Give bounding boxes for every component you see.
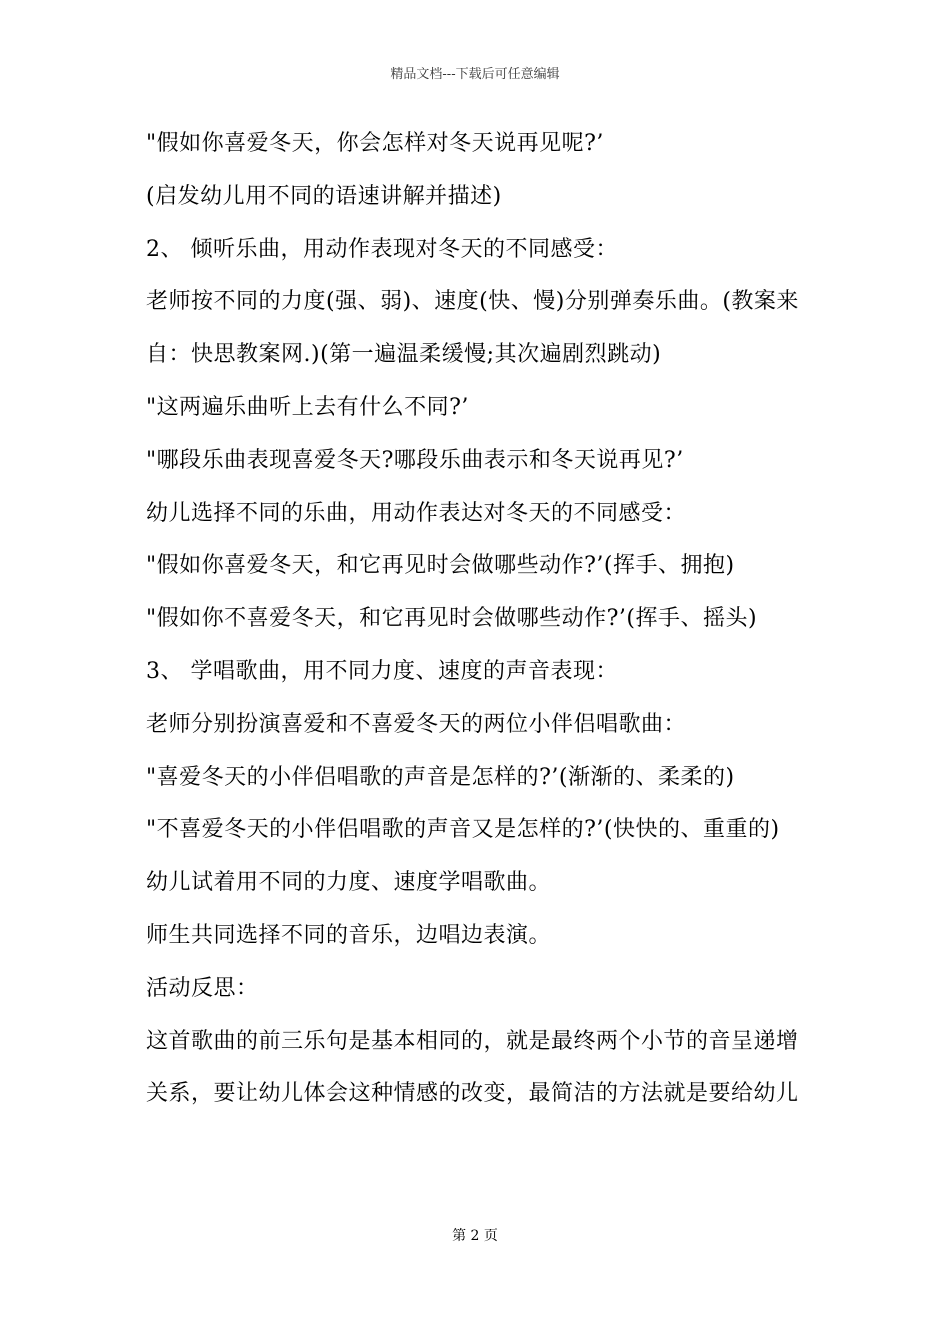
document-body: [146, 131, 816, 1134]
text-line: "假如你不喜爱冬天，和它再见时会做哪些动作?’(挥手、摇头): [146, 606, 758, 632]
text-line: 幼儿试着用不同的力度、速度学唱歌曲。: [146, 870, 552, 896]
text-line: 老师分别扮演喜爱和不喜爱冬天的两位小伴侣唱歌曲：: [146, 711, 687, 737]
text-line: 幼儿选择不同的乐曲，用动作表达对冬天的不同感受：: [146, 500, 687, 526]
text-line: 这首歌曲的前三乐句是基本相同的，就是最终两个小节的音呈递增: [146, 1028, 799, 1054]
text-line: 活动反思：: [146, 975, 259, 1001]
text-line: "这两遍乐曲听上去有什么不同?’: [146, 394, 469, 420]
text-line: "假如你喜爱冬天，和它再见时会做哪些动作?’(挥手、拥抱): [146, 553, 735, 579]
text-line: 师生共同选择不同的音乐，边唱边表演。: [146, 922, 552, 948]
text-line: (启发幼儿用不同的语速讲解并描述): [146, 183, 502, 209]
text-line: 关系，要让幼儿体会这种情感的改变，最简洁的方法就是要给幼儿: [146, 1081, 799, 1107]
text-line: 2、 倾听乐曲，用动作表现对冬天的不同感受：: [146, 236, 618, 262]
text-line: "哪段乐曲表现喜爱冬天?哪段乐曲表示和冬天说再见?’: [146, 447, 684, 473]
text-line: 自：快思教案网.)(第一遍温柔缓慢;其次遍剧烈跳动): [146, 342, 662, 368]
text-line: "假如你喜爱冬天，你会怎样对冬天说再见呢?’: [146, 131, 604, 156]
text-line: 3、 学唱歌曲，用不同力度、速度的声音表现：: [146, 658, 618, 684]
page-header: 精品文档---下载后可任意编辑: [390, 67, 560, 82]
text-line: "喜爱冬天的小伴侣唱歌的声音是怎样的?’(渐渐的、柔柔的): [146, 764, 735, 790]
page-number: 第 2 页: [452, 1228, 498, 1244]
text-line: "不喜爱冬天的小伴侣唱歌的声音又是怎样的?’(快快的、重重的): [146, 817, 780, 843]
text-line: 老师按不同的力度(强、弱)、速度(快、慢)分别弹奏乐曲。(教案来: [146, 289, 799, 315]
